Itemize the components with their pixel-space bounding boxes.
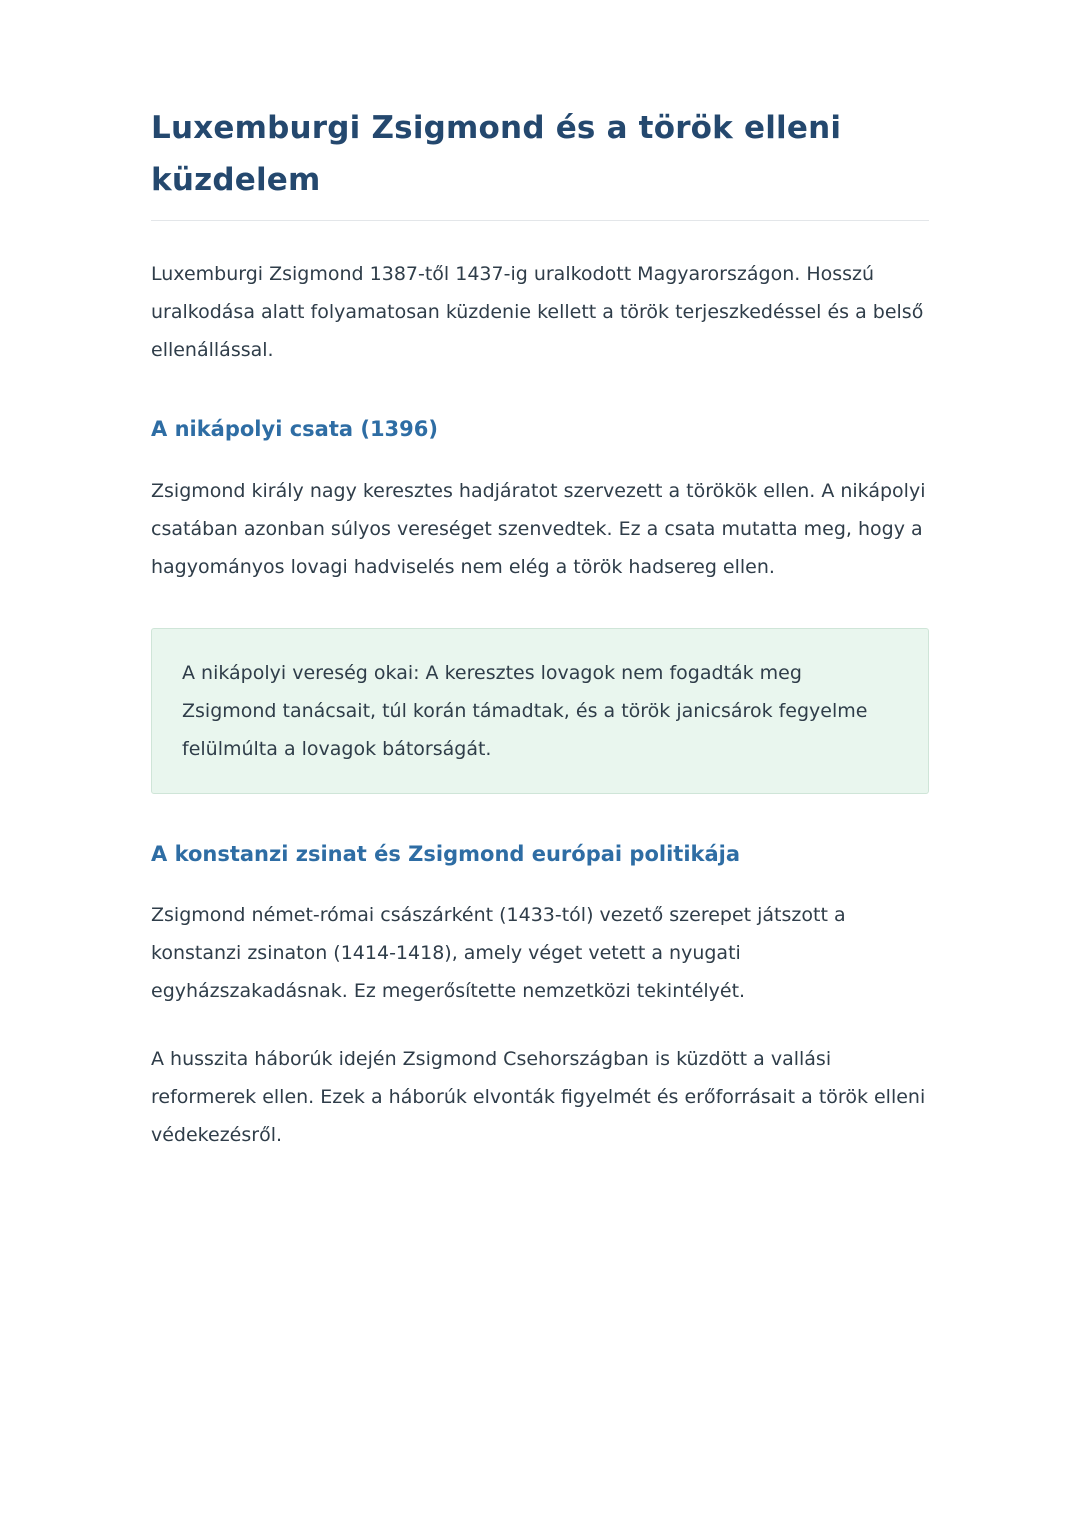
intro-paragraph: Luxemburgi Zsigmond 1387-től 1437-ig uralkodott Magyarországon. Hosszú uralkodása alatt folyamatosan küzdenie kellett a török terjeszkedéssel és a belső ellenállással. (151, 263, 924, 362)
page-title: Luxemburgi Zsigmond és a török elleni küzdelem (151, 110, 842, 199)
title-divider (151, 220, 929, 221)
section-heading-nikapolyi-csata: A nikápolyi csata (1396) (151, 417, 438, 442)
konstanz-paragraph-2: A husszita háborúk idején Zsigmond Csehországban is küzdött a vallási reformerek ellen. Ezek a háborúk elvonták figyelmét és erőforrásait a török elleni védekezésről. (151, 1047, 926, 1146)
konstanz-paragraph-1: Zsigmond német-római császárként (1433-tól) vezető szerepet játszott a konstanzi zsinaton (1414-1418), amely véget vetett a nyugati egyházszakadásnak. Ez megerősítette nemzetközi tekintélyét. (151, 903, 846, 1002)
document-page (151, 0, 929, 1304)
callout-text: A nikápolyi vereség okai: A keresztes lovagok nem fogadták meg Zsigmond tanácsait, túl korán támadtak, és a török janicsárok fegyelme felülmúlta a lovagok bátorságát. (182, 661, 868, 760)
nikapolyi-paragraph: Zsigmond király nagy keresztes hadjáratot szervezett a törökök ellen. A nikápolyi csatában azonban súlyos vereséget szenvedtek. Ez a csata mutatta meg, hogy a hagyományos lovagi hadviselés nem elég a török hadsereg ellen. (151, 479, 926, 578)
section-heading-konstanzi-zsinat: A konstanzi zsinat és Zsigmond európai politikája (151, 841, 741, 866)
callout-box (151, 628, 929, 794)
